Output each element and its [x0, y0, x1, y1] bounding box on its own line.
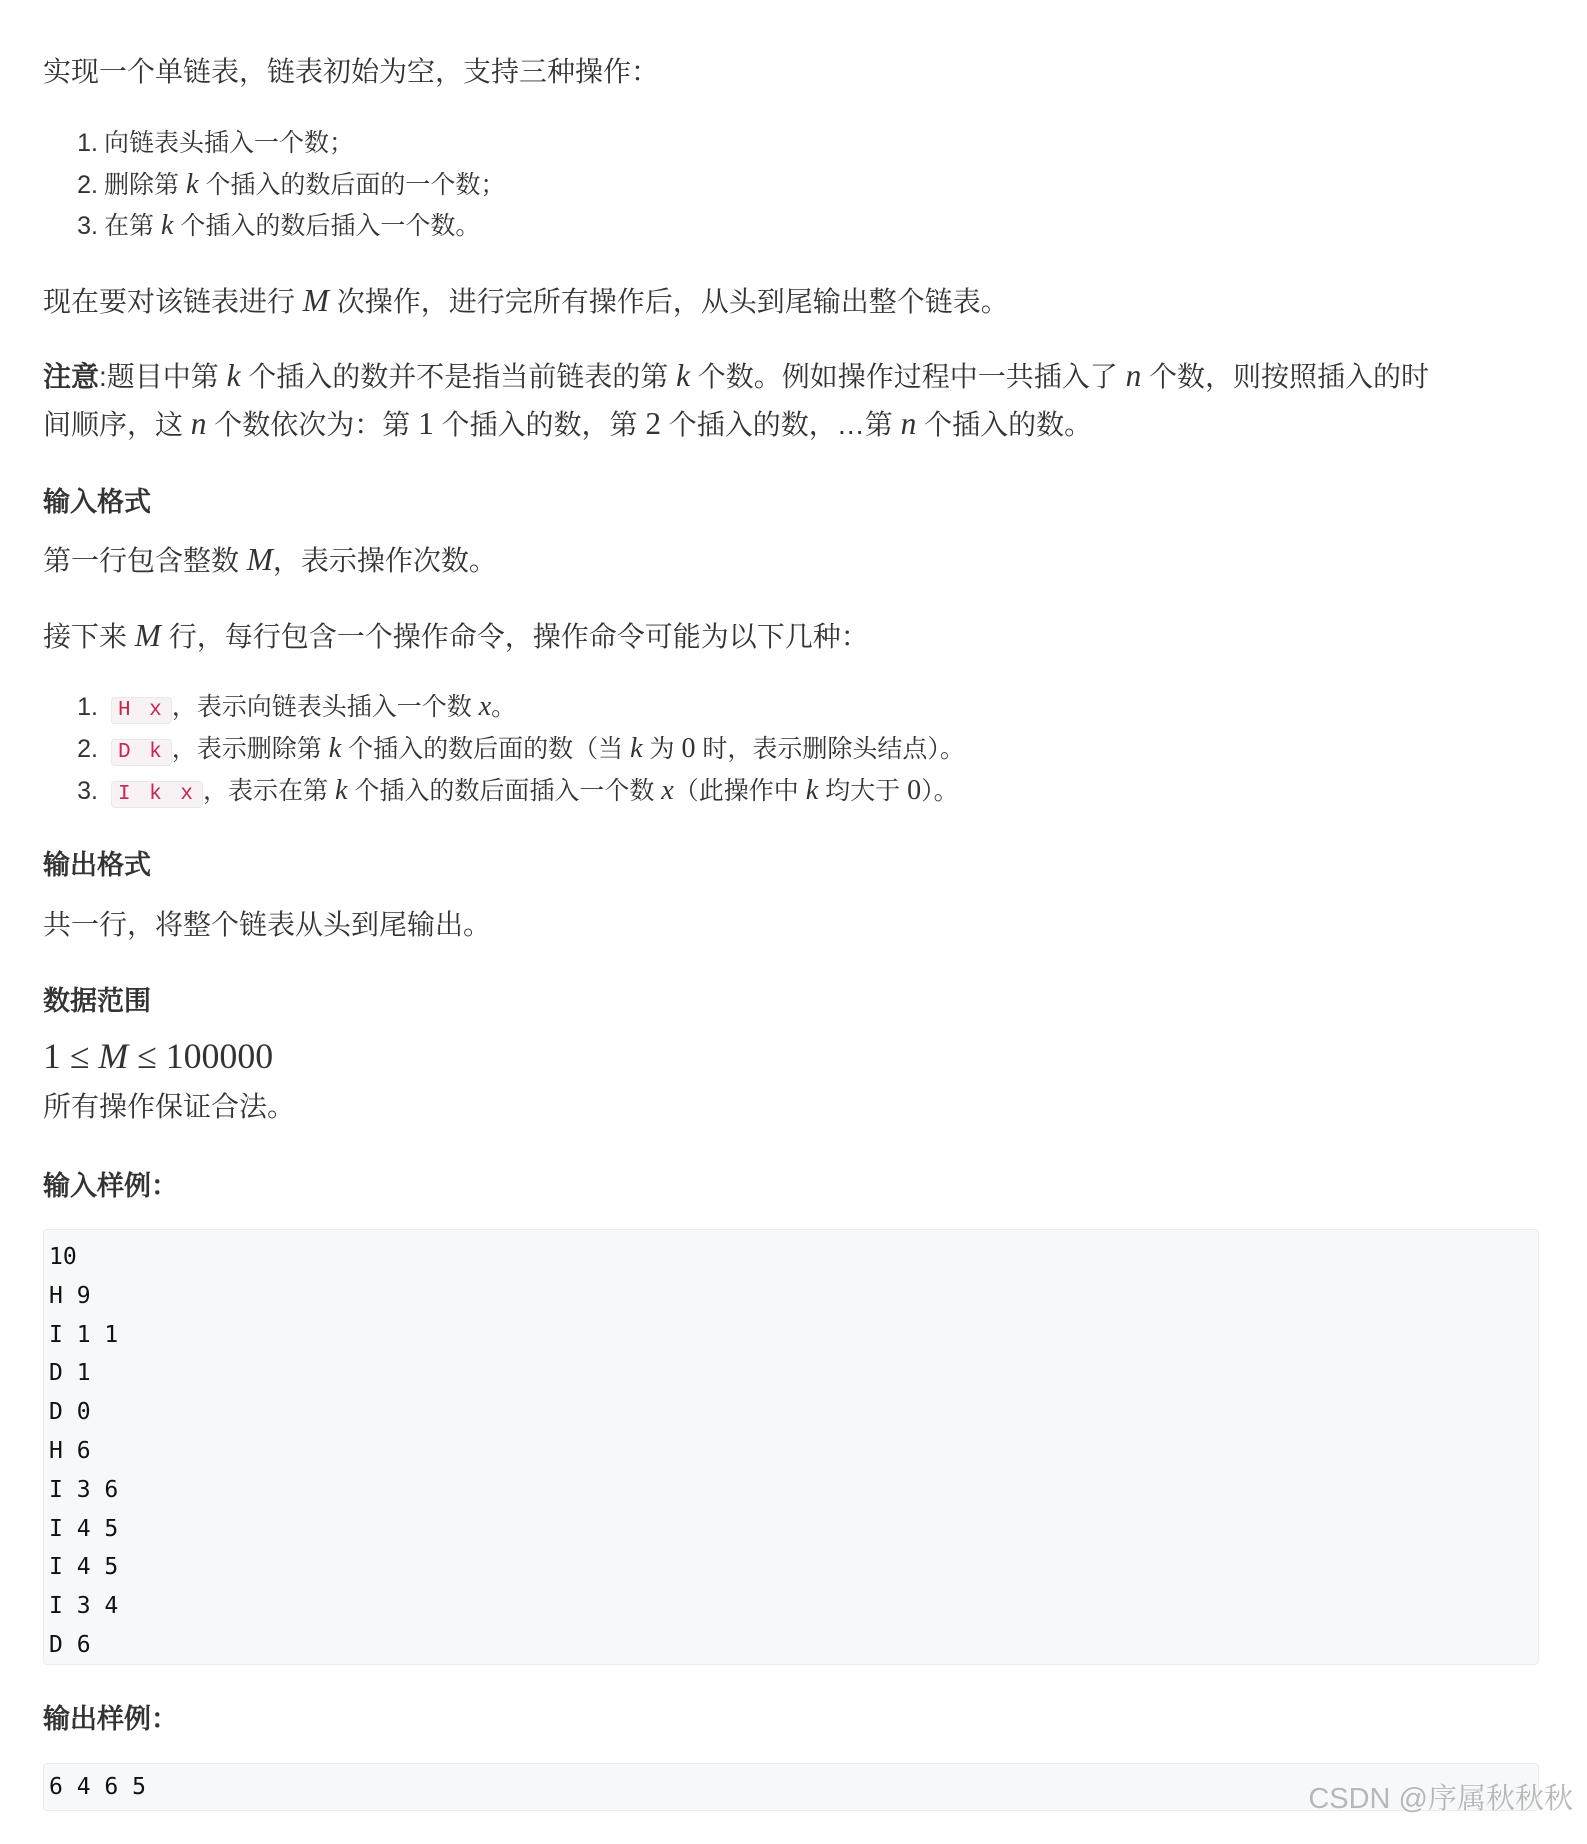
- list-number: 2.: [77, 171, 98, 199]
- list-item: [70, 686, 1544, 732]
- text: （此操作中: [673, 777, 799, 805]
- code-line: D 1: [49, 1360, 91, 1387]
- text: 均大于: [825, 777, 901, 805]
- math-var: k: [226, 358, 241, 393]
- text: 为: [649, 735, 675, 763]
- text: 个数依次为：第: [214, 409, 411, 440]
- list-text: 在第: [104, 212, 155, 240]
- code-line: 6 4 6 5: [49, 1774, 146, 1800]
- code-line: I 3 4: [49, 1593, 119, 1620]
- text: 个数。例如操作过程中一共插入了: [697, 361, 1118, 392]
- math-var: M: [98, 1036, 129, 1076]
- math-var: n: [190, 406, 207, 441]
- code-line: I 3 6: [49, 1476, 119, 1503]
- text: ）。: [921, 777, 959, 805]
- list-number: 3.: [77, 212, 98, 240]
- inline-code: D k: [111, 739, 172, 766]
- text: 个插入的数并不是指当前链表的第: [248, 361, 669, 392]
- text: ，表示操作次数。: [272, 545, 497, 576]
- list-number: 2.: [77, 735, 98, 763]
- text: 第一行包含整数: [43, 545, 240, 576]
- math-var: k: [676, 358, 690, 393]
- input-format-line1: [43, 536, 1544, 584]
- range-text: 所有操作保证合法。: [43, 1091, 296, 1122]
- math-var: k: [328, 733, 342, 764]
- list-number: 3.: [77, 777, 98, 805]
- math-var: k: [630, 733, 643, 764]
- inline-code: I k x: [111, 781, 203, 808]
- text: ，表示向链表头插入一个数: [171, 693, 472, 721]
- text: 个插入的数，第: [441, 409, 638, 440]
- code-line: H 6: [49, 1437, 91, 1464]
- math-num: 100000: [165, 1036, 274, 1076]
- text: 行，每行包含一个操作命令，操作命令可能为以下几种：: [168, 621, 869, 652]
- text: 个插入的数后面的数（当: [348, 735, 624, 763]
- code-line: I 4 5: [49, 1515, 119, 1542]
- list-text: 向链表头插入一个数；: [104, 129, 355, 157]
- math-op: ≤: [137, 1036, 157, 1076]
- math-num: 1: [418, 406, 434, 441]
- range-formula: [43, 1033, 1544, 1081]
- text: 现在要对该链表进行: [43, 286, 296, 317]
- math-num: 0: [907, 775, 922, 806]
- text: ，表示删除第: [171, 735, 322, 763]
- text: 间顺序，这: [43, 409, 184, 440]
- code-line: I 4 5: [49, 1554, 119, 1581]
- sample-output-heading: 输出样例：: [43, 1704, 178, 1734]
- intro-paragraph: 实现一个单链表，链表初始为空，支持三种操作：: [43, 56, 660, 87]
- code-line: D 6: [49, 1631, 91, 1658]
- code-line: D 0: [49, 1399, 91, 1426]
- text: 个插入的数后面插入一个数: [354, 777, 655, 805]
- text: ，表示在第: [202, 777, 328, 805]
- inline-code: H x: [111, 697, 172, 724]
- math-var: k: [805, 775, 819, 806]
- input-format-line2: [43, 612, 1544, 660]
- text: 。: [491, 693, 517, 721]
- task-paragraph: [43, 277, 1544, 325]
- list-item: [70, 770, 1544, 816]
- note-label: 注意: [43, 361, 100, 392]
- text: 个插入的数，…第: [668, 409, 893, 440]
- math-num: 1: [43, 1036, 61, 1076]
- list-text: 个插入的数后面的一个数；: [205, 171, 506, 199]
- text: 个数，则按照插入的时: [1149, 361, 1430, 392]
- output-format-heading: 输出格式: [43, 850, 151, 880]
- math-var: k: [160, 210, 174, 241]
- math-var: k: [185, 169, 199, 200]
- list-text: 个插入的数后插入一个数。: [180, 212, 481, 240]
- list-item: [70, 728, 1544, 774]
- text: 接下来: [43, 621, 128, 652]
- math-var: n: [1125, 358, 1142, 393]
- list-item: [70, 122, 1544, 164]
- watermark: CSDN @序属秋秋秋: [1308, 1783, 1573, 1815]
- text: :题目中第: [99, 361, 219, 392]
- list-text: 删除第: [104, 171, 180, 199]
- code-line: 10: [49, 1244, 77, 1270]
- list-item: [70, 164, 1544, 206]
- list-number: 1.: [77, 129, 98, 157]
- sample-input-heading: 输入样例：: [43, 1171, 178, 1201]
- math-var: M: [134, 618, 161, 653]
- list-item: [70, 205, 1544, 247]
- math-num: 0: [681, 733, 696, 764]
- text: 时，表示删除头结点）。: [702, 735, 965, 763]
- text: 次操作，进行完所有操作后，从头到尾输出整个链表。: [336, 286, 1009, 317]
- math-var: x: [661, 775, 674, 806]
- text: 个插入的数。: [924, 409, 1093, 440]
- output-format-text: 共一行，将整个链表从头到尾输出。: [43, 909, 492, 940]
- code-line: I 1 1: [49, 1321, 119, 1348]
- math-var: x: [478, 691, 492, 722]
- math-op: ≤: [69, 1036, 90, 1076]
- math-num: 2: [645, 406, 662, 441]
- sample-input-code: [43, 1229, 1539, 1665]
- input-format-heading: 输入格式: [43, 487, 151, 517]
- note-paragraph: [43, 352, 1544, 448]
- math-var: n: [900, 406, 917, 441]
- math-var: k: [334, 775, 348, 806]
- math-var: M: [302, 283, 329, 318]
- math-var: M: [246, 542, 273, 577]
- range-heading: 数据范围: [43, 986, 151, 1016]
- list-number: 1.: [77, 693, 98, 721]
- code-line: H 9: [49, 1282, 91, 1309]
